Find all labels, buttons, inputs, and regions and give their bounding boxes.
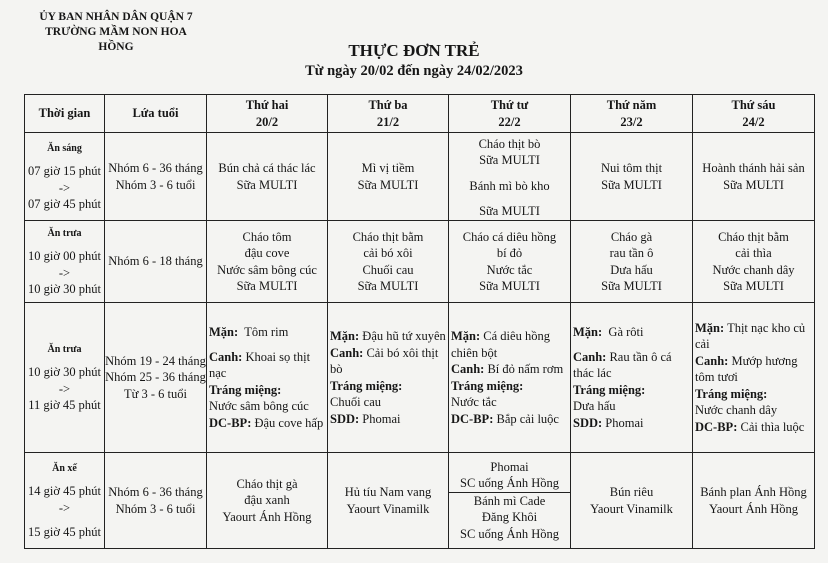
menu-cell-snack-fri: Bánh plan Ánh Hồng Yaourt Ánh Hồng — [693, 453, 815, 549]
col-header-time: Thời gian — [25, 95, 105, 133]
time-cell-lunch-infant: Ăn trưa 10 giờ 00 phút -> 10 giờ 30 phút — [25, 221, 105, 303]
page-subtitle: Từ ngày 20/02 đến ngày 24/02/2023 — [305, 63, 523, 79]
org-line-2: TRƯỜNG MẦM NON HOA HỒNG — [45, 26, 187, 53]
time-cell-lunch-toddler: Ăn trưa 10 giờ 30 phút -> 11 giờ 45 phút — [25, 303, 105, 453]
menu-table — [24, 94, 815, 549]
table-row-lunch-toddler — [25, 303, 815, 453]
col-header-age: Lứa tuổi — [105, 95, 207, 133]
menu-cell-breakfast-wed: Cháo thịt bò Sữa MULTI Bánh mì bò kho Sữa MULTI — [449, 133, 571, 221]
menu-cell-breakfast-fri: Hoành thánh hải sản Sữa MULTI — [693, 133, 815, 221]
col-header-fri: Thứ sáu 24/2 — [693, 95, 815, 133]
time-cell-breakfast: Ăn sáng 07 giờ 15 phút -> 07 giờ 45 phút — [25, 133, 105, 221]
table-row-lunch-infant — [25, 221, 815, 303]
menu-cell-lunch-infant-wed: Cháo cá diêu hồng bí đỏ Nước tắc Sữa MULTI — [449, 221, 571, 303]
menu-cell-snack-wed: Phomai SC uống Ánh Hồng Bánh mì Cade Đăng Khôi SC uống Ánh Hồng — [449, 453, 571, 549]
age-cell-breakfast: Nhóm 6 - 36 tháng Nhóm 3 - 6 tuổi — [105, 133, 207, 221]
menu-cell-lunch-toddler-mon: Mặn: Tôm rim Canh: Khoai sọ thịt nạc Tráng miệng: Nước sâm bông cúc DC-BP: Đậu cove hấp — [207, 303, 328, 453]
menu-cell-lunch-infant-fri: Cháo thịt bằm cải thìa Nước chanh dây Sữa MULTI — [693, 221, 815, 303]
col-header-wed: Thứ tư 22/2 — [449, 95, 571, 133]
table-header-row — [25, 95, 815, 133]
menu-cell-lunch-infant-tue: Cháo thịt bằm cải bó xôi Chuối cau Sữa MULTI — [328, 221, 449, 303]
menu-cell-snack-thu: Bún riêu Yaourt Vinamilk — [571, 453, 693, 549]
menu-cell-lunch-toddler-wed: Mặn: Cá diêu hồng chiên bột Canh: Bí đỏ nấm rơm Tráng miệng: Nước tắc DC-BP: Bắp cải luộc — [449, 303, 571, 453]
menu-cell-lunch-infant-thu: Cháo gà rau tần ô Dưa hấu Sữa MULTI — [571, 221, 693, 303]
col-header-tue: Thứ ba 21/2 — [328, 95, 449, 133]
menu-cell-snack-tue: Hủ tíu Nam vang Yaourt Vinamilk — [328, 453, 449, 549]
menu-cell-lunch-toddler-tue: Mặn: Đậu hũ tứ xuyên Canh: Cải bó xôi thịt bò Tráng miệng: Chuối cau SDD: Phomai — [328, 303, 449, 453]
col-header-thu: Thứ năm 23/2 — [571, 95, 693, 133]
age-cell-snack: Nhóm 6 - 36 tháng Nhóm 3 - 6 tuổi — [105, 453, 207, 549]
menu-cell-breakfast-mon: Bún chả cá thác lác Sữa MULTI — [207, 133, 328, 221]
menu-cell-lunch-infant-mon: Cháo tôm đậu cove Nước sâm bông cúc Sữa MULTI — [207, 221, 328, 303]
time-cell-snack: Ăn xế 14 giờ 45 phút -> 15 giờ 45 phút — [25, 453, 105, 549]
age-cell-lunch-toddler: Nhóm 19 - 24 tháng Nhóm 25 - 36 tháng Từ 3 - 6 tuổi — [105, 303, 207, 453]
col-header-mon: Thứ hai 20/2 — [207, 95, 328, 133]
menu-cell-snack-mon: Cháo thịt gà đậu xanh Yaourt Ánh Hồng — [207, 453, 328, 549]
menu-cell-lunch-toddler-fri: Mặn: Thịt nạc kho củ cải Canh: Mướp hương tôm tươi Tráng miệng: Nước chanh dây DC-BP: Cải thìa luộc — [693, 303, 815, 453]
page-title: THỰC ĐƠN TRẺ — [348, 41, 480, 60]
menu-cell-lunch-toddler-thu: Mặn: Gà rôti Canh: Rau tần ô cá thác lác Tráng miệng: Dưa hấu SDD: Phomai — [571, 303, 693, 453]
age-cell-lunch-infant: Nhóm 6 - 18 tháng — [105, 221, 207, 303]
org-line-1: ỦY BAN NHÂN DÂN QUẬN 7 — [39, 11, 193, 23]
menu-cell-breakfast-tue: Mì vị tiềm Sữa MULTI — [328, 133, 449, 221]
menu-cell-breakfast-thu: Nui tôm thịt Sữa MULTI — [571, 133, 693, 221]
table-row-snack — [25, 453, 815, 549]
table-row-breakfast — [25, 133, 815, 221]
